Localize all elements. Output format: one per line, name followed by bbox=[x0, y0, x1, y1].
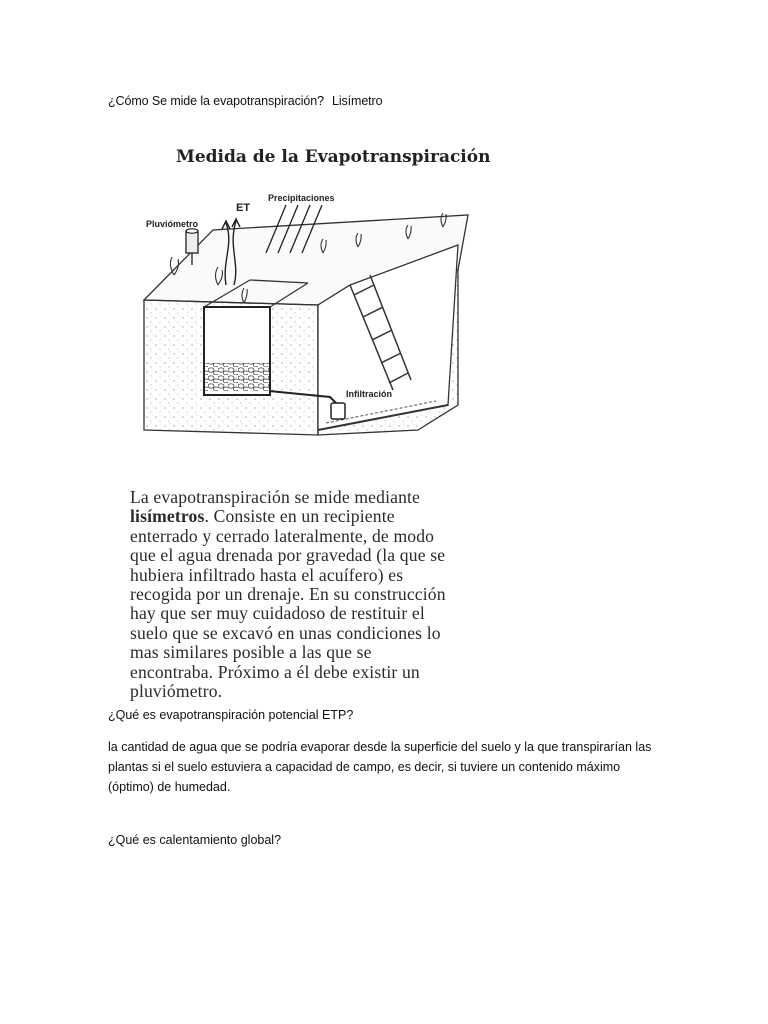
scanned-line: suelo que se excavó en unas condiciones lo bbox=[130, 622, 441, 643]
scanned-line: pluviómetro. bbox=[130, 681, 223, 702]
scanned-line: que el agua drenada por gravedad (la que se bbox=[130, 545, 446, 566]
question-global-warming: ¿Qué es calentamiento global? bbox=[108, 833, 282, 847]
question-text: ¿Cómo Se mide la evapotranspiración? bbox=[108, 94, 324, 108]
scanned-line: La evapotranspiración se mide mediante bbox=[130, 487, 421, 507]
lysimeter-figure bbox=[118, 135, 598, 470]
scanned-line: encontraba. Próximo a él debe existir un bbox=[130, 661, 420, 682]
figure-title: Medida de la Evapotranspiración bbox=[176, 147, 491, 167]
lysimeter-diagram bbox=[118, 135, 598, 470]
question-measure-et bbox=[108, 94, 382, 108]
answer-line: plantas si el suelo estuviera a capacidad de campo, es decir, si tuviere un contenido máximo bbox=[108, 760, 621, 774]
scanned-line: hay que ser muy cuidadoso de restituir el bbox=[130, 603, 425, 624]
scanned-line: enterrado y cerrado lateralmente, de modo bbox=[130, 525, 435, 546]
scanned-paragraph bbox=[130, 488, 560, 701]
scanned-line: hubiera infiltrado hasta el acuífero) es bbox=[130, 564, 404, 585]
answer-etp bbox=[108, 737, 668, 797]
scanned-line: recogida por un drenaje. En su construcción bbox=[130, 584, 446, 605]
scanned-bold-term: lisímetros bbox=[130, 506, 205, 527]
label-et: ET bbox=[236, 202, 251, 214]
drain-collector bbox=[331, 403, 345, 419]
answer-word: Lisímetro bbox=[331, 94, 383, 108]
question-etp: ¿Qué es evapotranspiración potencial ETP? bbox=[108, 708, 354, 722]
scanned-line: mas similares posible a las que se bbox=[130, 642, 372, 663]
answer-line: (óptimo) de humedad. bbox=[108, 780, 231, 794]
gravel-layer bbox=[205, 363, 269, 391]
label-precipitaciones: Precipitaciones bbox=[268, 193, 335, 203]
answer-line: la cantidad de agua que se podría evaporar desde la superficie del suelo y la que transpirarían las bbox=[108, 740, 652, 754]
scanned-line: lisímetros. Consiste en un recipiente bbox=[130, 506, 395, 527]
label-pluviometro: Pluviómetro bbox=[146, 219, 199, 229]
label-infiltracion: Infiltración bbox=[346, 389, 393, 399]
